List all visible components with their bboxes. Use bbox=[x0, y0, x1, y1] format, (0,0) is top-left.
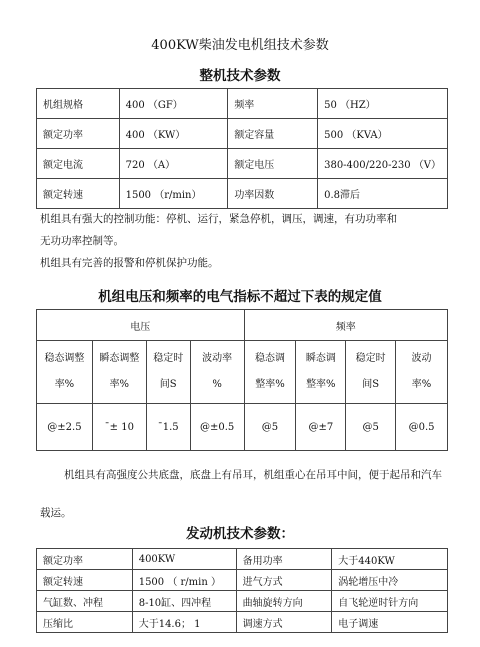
table-row bbox=[37, 310, 448, 341]
table-cell: ˉ± 10 bbox=[92, 404, 146, 451]
table-cell: 调速方式 bbox=[236, 612, 332, 633]
table-header-cell: 稳定时 间S bbox=[346, 341, 396, 404]
table-cell: @±2.5 bbox=[37, 404, 93, 451]
table-cell: 额定容量 bbox=[228, 119, 318, 149]
table-cell: 50 （HZ） bbox=[318, 89, 448, 119]
table-cell: 0.8滞后 bbox=[318, 179, 448, 209]
table-cell: 720 （A） bbox=[119, 149, 228, 179]
table-row bbox=[37, 179, 448, 209]
chassis-paragraph bbox=[40, 456, 450, 532]
table-cell: 500 （KVA） bbox=[318, 119, 448, 149]
table-cell: 额定转速 bbox=[37, 570, 133, 591]
table-cell: 400KW bbox=[132, 549, 236, 570]
table-cell: @±0.5 bbox=[190, 404, 244, 451]
table-cell: 400 （KW） bbox=[119, 119, 228, 149]
table-cell: @±7 bbox=[296, 404, 346, 451]
control-functions-note bbox=[40, 208, 450, 274]
table-header-cell: 波动 率% bbox=[396, 341, 448, 404]
table-cell: 气缸数、冲程 bbox=[37, 591, 133, 612]
table-row bbox=[37, 570, 448, 591]
table-header-cell: 稳态调 整率% bbox=[244, 341, 296, 404]
table-row bbox=[37, 612, 448, 633]
table-cell: 额定功率 bbox=[37, 119, 120, 149]
overall-params-table bbox=[36, 88, 448, 209]
table-cell: 频率 bbox=[228, 89, 318, 119]
table-cell: 曲轴旋转方向 bbox=[236, 591, 332, 612]
note-line: 无功功率控制等。 bbox=[40, 235, 124, 247]
table-cell: 380-400/220-230 （V） bbox=[318, 149, 448, 179]
table-cell: 电子调速 bbox=[332, 612, 448, 633]
engine-params-table bbox=[36, 548, 448, 633]
table-cell: 自飞轮逆时针方向 bbox=[332, 591, 448, 612]
table-row bbox=[37, 591, 448, 612]
table-cell: 备用功率 bbox=[236, 549, 332, 570]
table-cell: ˉ1.5 bbox=[146, 404, 190, 451]
paragraph-line: 机组具有高强度公共底盘，底盘上有吊耳，机组重心在吊耳中间，便于起吊和汽车 bbox=[64, 469, 442, 481]
table-row bbox=[37, 89, 448, 119]
table-cell: 额定电压 bbox=[228, 149, 318, 179]
table-cell: 400 （GF） bbox=[119, 89, 228, 119]
table-header-cell: 稳定时 间S bbox=[146, 341, 190, 404]
section-title-overall: 整机技术参数 bbox=[199, 68, 281, 84]
section-title-electrical: 机组电压和频率的电气指标不超过下表的规定值 bbox=[98, 289, 382, 305]
table-header-cell: 瞬态调 整率% bbox=[296, 341, 346, 404]
note-line: 机组具有完善的报警和停机保护功能。 bbox=[40, 257, 219, 269]
table-row bbox=[37, 119, 448, 149]
table-header-cell: 稳态调整 率% bbox=[37, 341, 93, 404]
table-cell: @5 bbox=[244, 404, 296, 451]
table-row bbox=[37, 404, 448, 451]
table-cell: 压缩比 bbox=[37, 612, 133, 633]
voltage-group-header: 电压 bbox=[37, 310, 245, 341]
table-row bbox=[37, 149, 448, 179]
table-row bbox=[37, 549, 448, 570]
document-title: 400KW柴油发电机组技术参数 bbox=[151, 38, 329, 53]
table-cell: 进气方式 bbox=[236, 570, 332, 591]
electrical-indicators-table bbox=[36, 309, 448, 451]
table-cell: 1500 （ r/min ） bbox=[132, 570, 236, 591]
table-cell: 机组规格 bbox=[37, 89, 120, 119]
table-row bbox=[37, 341, 448, 404]
table-cell: @5 bbox=[346, 404, 396, 451]
table-cell: 额定功率 bbox=[37, 549, 133, 570]
note-line: 机组具有强大的控制功能：停机、运行，紧急停机，调压，调速，有功功率和 bbox=[40, 213, 397, 225]
table-cell: 功率因数 bbox=[228, 179, 318, 209]
table-cell: 额定电流 bbox=[37, 149, 120, 179]
table-header-cell: 波动率 % bbox=[190, 341, 244, 404]
table-cell: 8-10缸、四冲程 bbox=[132, 591, 236, 612]
frequency-group-header: 频率 bbox=[244, 310, 447, 341]
table-cell: 涡轮增压中冷 bbox=[332, 570, 448, 591]
paragraph-line: 载运。 bbox=[40, 507, 72, 519]
table-header-cell: 瞬态调整 率% bbox=[92, 341, 146, 404]
table-cell: 1500 （r/min） bbox=[119, 179, 228, 209]
table-cell: 大于14.6； 1 bbox=[132, 612, 236, 633]
table-cell: @0.5 bbox=[396, 404, 448, 451]
table-cell: 大于440KW bbox=[332, 549, 448, 570]
table-cell: 额定转速 bbox=[37, 179, 120, 209]
section-title-engine: 发动机技术参数： bbox=[186, 526, 294, 542]
